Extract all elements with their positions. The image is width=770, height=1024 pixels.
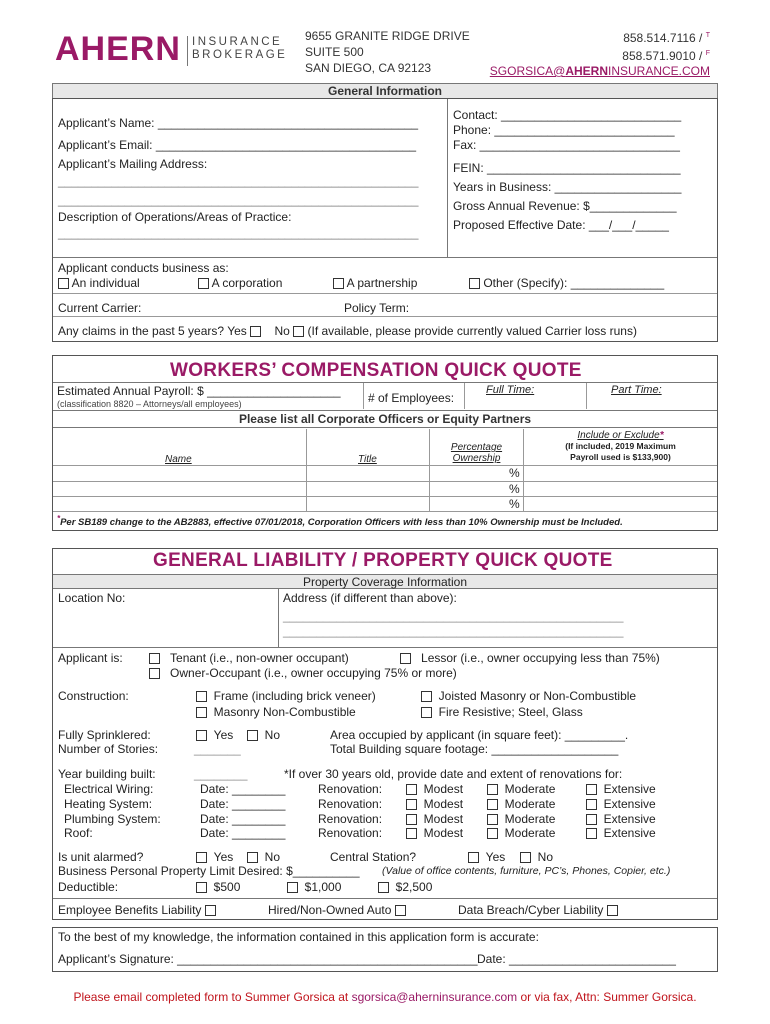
classification-note: (classification 8820 – Attorneys/all employees) xyxy=(57,399,242,409)
tbl-h2 xyxy=(53,481,717,482)
extensive-option-0[interactable] xyxy=(586,782,656,796)
address-line2: SUITE 500 xyxy=(305,45,364,59)
alarmed-no-checkbox[interactable] xyxy=(247,852,258,863)
officers-band: Please list all Corporate Officers or Equity Partners xyxy=(53,410,717,428)
extensive-option-1[interactable] xyxy=(586,797,656,811)
footer-pre: Please email completed form to Summer Gorsica at xyxy=(73,990,352,1004)
modest-label: Modest xyxy=(423,782,464,796)
deductible-500-label: $500 xyxy=(213,880,241,894)
alarmed-yes-label: Yes xyxy=(213,850,234,864)
tenant-checkbox[interactable] xyxy=(149,653,160,664)
stories-label: Number of Stories: xyxy=(58,742,159,756)
deductible-2500-checkbox[interactable] xyxy=(378,882,389,893)
central-no-label: No xyxy=(537,850,554,864)
signature-date-field[interactable]: Date: _________________________ xyxy=(477,952,676,966)
individual-checkbox[interactable] xyxy=(58,278,69,289)
bpp-field[interactable]: Business Personal Property Limit Desired: $__________ xyxy=(58,864,360,878)
system-renovation-label-2: Renovation: xyxy=(318,812,383,826)
extensive-label: Extensive xyxy=(603,812,656,826)
corporation-checkbox[interactable] xyxy=(198,278,209,289)
partnership-label: A partnership xyxy=(346,276,418,290)
central-station-label: Central Station? xyxy=(330,850,417,864)
alarmed-yes-checkbox[interactable] xyxy=(196,852,207,863)
company-contact xyxy=(490,28,710,79)
claims-label: Any claims in the past 5 years? Yes xyxy=(58,324,247,338)
claims-no-label: No xyxy=(274,324,290,338)
extensive-checkbox[interactable] xyxy=(586,814,597,825)
tbl-v1 xyxy=(306,429,307,511)
ebl-checkbox[interactable] xyxy=(205,905,216,916)
central-no-checkbox[interactable] xyxy=(520,852,531,863)
bpp-note: (Value of office contents, furniture, PC’s, Phones, Copier, etc.) xyxy=(382,865,671,877)
location-no-field[interactable]: Location No: xyxy=(58,591,126,605)
moderate-option-3[interactable] xyxy=(487,826,555,840)
employees-label: # of Employees: xyxy=(368,391,455,405)
operations-line[interactable]: ______________________________________________________ xyxy=(58,226,419,240)
email-part3: INSURANCE.COM xyxy=(607,64,710,78)
occupied-area-field[interactable]: Area occupied by applicant (in square feet): _________. xyxy=(330,728,629,742)
modest-label: Modest xyxy=(423,812,464,826)
alarmed-yes[interactable] xyxy=(196,850,233,864)
col-include-note1: (If included, 2019 Maximum xyxy=(565,441,676,451)
moderate-option-1[interactable] xyxy=(487,797,555,811)
sprinklered-label: Fully Sprinklered: xyxy=(58,728,151,742)
system-label-0: Electrical Wiring: xyxy=(64,782,154,796)
masonry-label: Masonry Non-Combustible xyxy=(213,705,356,719)
claims-no-checkbox[interactable] xyxy=(293,326,304,337)
extensive-label: Extensive xyxy=(603,797,656,811)
claims-note: (If available, please provide currently valued Carrier loss runs) xyxy=(307,324,637,338)
claims-question xyxy=(58,324,637,338)
option-corporation[interactable] xyxy=(198,276,282,290)
applicant-email-field[interactable]: Applicant’s Email: _______________________________________ xyxy=(58,138,417,152)
central-yes-checkbox[interactable] xyxy=(468,852,479,863)
full-time-field[interactable]: Full Time: xyxy=(486,384,535,396)
col-include-note2: Payroll used is $133,900) xyxy=(570,452,671,462)
system-label-2: Plumbing System: xyxy=(64,812,161,826)
fax-number: 858.571.9010 / xyxy=(622,49,703,63)
system-date-2[interactable]: Date: ________ xyxy=(200,812,286,826)
option-tenant[interactable] xyxy=(149,651,349,665)
cyber-checkbox[interactable] xyxy=(607,905,618,916)
fax-marker: F xyxy=(705,50,710,57)
col-include-label: Include or Exclude xyxy=(577,430,660,441)
system-date-3[interactable]: Date: ________ xyxy=(200,826,286,840)
email-part2: AHERN xyxy=(565,64,608,78)
joisted-checkbox[interactable] xyxy=(421,691,432,702)
phone-number: 858.514.7116 / xyxy=(623,31,703,45)
sprinklered-no-label: No xyxy=(264,728,281,742)
moderate-option-0[interactable] xyxy=(487,782,555,796)
modest-checkbox[interactable] xyxy=(406,784,417,795)
ebl-option[interactable] xyxy=(58,903,216,917)
extensive-label: Extensive xyxy=(603,782,656,796)
officer-row2-pct[interactable]: % xyxy=(509,482,520,496)
logo-divider xyxy=(187,36,188,66)
modest-option-1[interactable] xyxy=(406,797,463,811)
extensive-label: Extensive xyxy=(603,826,656,840)
col-include-header xyxy=(524,430,717,463)
part-time-field[interactable]: Part Time: xyxy=(611,384,662,396)
sprinklered-no-checkbox[interactable] xyxy=(247,730,258,741)
moderate-checkbox[interactable] xyxy=(487,784,498,795)
effective-date-field[interactable]: Proposed Effective Date: ___/___/_____ xyxy=(453,218,669,232)
deductible-1000-checkbox[interactable] xyxy=(287,882,298,893)
address-label: Address (if different than above): xyxy=(283,591,457,605)
modest-option-3[interactable] xyxy=(406,826,463,840)
owner-checkbox[interactable] xyxy=(149,668,160,679)
deductible-2500-label: $2,500 xyxy=(395,880,433,894)
moderate-checkbox[interactable] xyxy=(487,814,498,825)
hired-auto-checkbox[interactable] xyxy=(395,905,406,916)
deductible-500[interactable] xyxy=(196,880,240,894)
tbl-h3 xyxy=(53,496,717,497)
gl-rule-bottom xyxy=(53,898,717,899)
email-part1: SGORSICA@ xyxy=(489,64,566,78)
lessor-checkbox[interactable] xyxy=(400,653,411,664)
year-built-label: Year building built: xyxy=(58,767,156,781)
moderate-checkbox[interactable] xyxy=(487,799,498,810)
option-individual[interactable] xyxy=(58,276,140,290)
system-label-3: Roof: xyxy=(64,826,93,840)
claims-yes-checkbox[interactable] xyxy=(250,326,261,337)
company-address xyxy=(305,28,470,76)
corporation-label: A corporation xyxy=(211,276,283,290)
applicant-is-label: Applicant is: xyxy=(58,651,123,665)
deductible-1000-label: $1,000 xyxy=(304,880,342,894)
footer-email-link[interactable]: sgorsica@aherninsurance.com xyxy=(351,990,518,1004)
extensive-option-3[interactable] xyxy=(586,826,656,840)
partnership-checkbox[interactable] xyxy=(333,278,344,289)
address-line3: SAN DIEGO, CA 92123 xyxy=(305,61,432,75)
company-email-link[interactable] xyxy=(490,64,710,79)
system-renovation-label-3: Renovation: xyxy=(318,826,383,840)
estimated-payroll-field[interactable]: Estimated Annual Payroll: $ ____________________ xyxy=(57,384,341,398)
system-label-1: Heating System: xyxy=(64,797,153,811)
option-joisted[interactable] xyxy=(421,689,636,703)
extensive-option-2[interactable] xyxy=(586,812,656,826)
central-no[interactable] xyxy=(520,850,553,864)
moderate-label: Moderate xyxy=(504,797,556,811)
logo-subtitle-line2: BROKERAGE xyxy=(192,49,288,61)
gross-revenue-field[interactable]: Gross Annual Revenue: $_____________ xyxy=(453,199,677,213)
applicant-name-field[interactable]: Applicant’s Name: _______________________________________ xyxy=(58,116,419,130)
wc-v3 xyxy=(586,383,587,409)
modest-option-0[interactable] xyxy=(406,782,463,796)
deductible-2500[interactable] xyxy=(378,880,432,894)
stories-field[interactable]: _______ xyxy=(194,742,241,756)
property-coverage-band: Property Coverage Information xyxy=(53,574,717,589)
col-name-header: Name xyxy=(165,454,192,465)
wc-title-rule xyxy=(53,382,717,383)
moderate-label: Moderate xyxy=(504,782,556,796)
logo-subtitle xyxy=(192,36,287,62)
renovation-note: *If over 30 years old, provide date and extent of renovations for: xyxy=(284,767,623,781)
footnote-star: * xyxy=(57,514,61,523)
logo-subtitle-line1: INSURANCE xyxy=(192,36,283,48)
col-ownership-header xyxy=(430,442,523,464)
other-checkbox[interactable] xyxy=(469,278,480,289)
phone-marker: T xyxy=(705,32,710,39)
option-partnership[interactable] xyxy=(333,276,417,290)
fax-field[interactable]: Fax: ______________________________ xyxy=(453,138,680,152)
option-owner[interactable] xyxy=(149,666,457,680)
general-hrule xyxy=(53,257,717,258)
frame-label: Frame (including brick veneer) xyxy=(213,689,376,703)
extensive-checkbox[interactable] xyxy=(586,828,597,839)
wc-section-title: WORKERS’ COMPENSATION QUICK QUOTE xyxy=(170,360,582,381)
system-date-0[interactable]: Date: ________ xyxy=(200,782,286,796)
moderate-label: Moderate xyxy=(504,826,556,840)
mailing-address-line1[interactable]: ______________________________________________________ xyxy=(58,174,419,188)
modest-option-2[interactable] xyxy=(406,812,463,826)
modest-checkbox[interactable] xyxy=(406,799,417,810)
col-ownership-line1: Percentage xyxy=(450,442,503,453)
total-sqft-field[interactable]: Total Building square footage: ___________________ xyxy=(330,742,619,756)
individual-label: An individual xyxy=(71,276,140,290)
fire-resistive-checkbox[interactable] xyxy=(421,707,432,718)
frame-checkbox[interactable] xyxy=(196,691,207,702)
signature-field[interactable]: Applicant’s Signature: _____________________________________________ xyxy=(58,952,478,966)
cyber-label: Data Breach/Cyber Liability xyxy=(458,903,604,917)
wc-v2 xyxy=(464,383,465,409)
option-masonry[interactable] xyxy=(196,705,356,719)
sprinklered-no[interactable] xyxy=(247,728,280,742)
system-renovation-label-1: Renovation: xyxy=(318,797,383,811)
wc-v1 xyxy=(363,383,364,409)
hired-auto-option[interactable] xyxy=(268,903,406,917)
extensive-checkbox[interactable] xyxy=(586,799,597,810)
central-yes-label: Yes xyxy=(485,850,506,864)
sprinklered-yes-label: Yes xyxy=(213,728,234,742)
address-line2[interactable]: ___________________________________________________ xyxy=(283,624,624,638)
option-lessor[interactable] xyxy=(400,651,660,665)
deductible-label: Deductible: xyxy=(58,880,119,894)
rule-2 xyxy=(53,316,717,317)
option-fire-resistive[interactable] xyxy=(421,705,583,719)
deductible-500-checkbox[interactable] xyxy=(196,882,207,893)
construction-label: Construction: xyxy=(58,689,129,703)
sprinklered-yes[interactable] xyxy=(196,728,233,742)
masonry-checkbox[interactable] xyxy=(196,707,207,718)
gl-v1 xyxy=(278,589,279,647)
rule-1 xyxy=(53,293,717,294)
general-info-band: General Information xyxy=(52,83,718,99)
moderate-label: Moderate xyxy=(504,812,556,826)
mailing-address-line2[interactable]: ______________________________________________________ xyxy=(58,193,419,207)
col-include-star: * xyxy=(659,430,664,441)
footnote-text: Per SB189 change to the AB2883, effective 07/01/2018, Corporation Officers with less than 10% Ownership must be Included. xyxy=(60,517,623,529)
modest-label: Modest xyxy=(423,826,464,840)
business-type-label: Applicant conducts business as: xyxy=(58,261,229,275)
modest-checkbox[interactable] xyxy=(406,828,417,839)
col-title-header: Title xyxy=(358,454,377,465)
lessor-label: Lessor (i.e., owner occupying less than 75%) xyxy=(421,651,660,665)
attestation-text: To the best of my knowledge, the information contained in this application form is accurate: xyxy=(58,930,539,944)
phone-field[interactable]: Phone: ___________________________ xyxy=(453,123,675,137)
gl-section-title: GENERAL LIABILITY / PROPERTY QUICK QUOTE xyxy=(153,550,613,571)
other-label: Other (Specify): ______________ xyxy=(483,276,665,290)
cyber-option[interactable] xyxy=(458,903,618,917)
joisted-label: Joisted Masonry or Non-Combustible xyxy=(438,689,637,703)
general-divider xyxy=(447,99,448,257)
wc-footnote xyxy=(57,514,623,528)
mailing-address-label: Applicant’s Mailing Address: xyxy=(58,157,208,171)
modest-label: Modest xyxy=(423,797,464,811)
address-line1[interactable]: ___________________________________________________ xyxy=(283,609,624,623)
hired-auto-label: Hired/Non-Owned Auto xyxy=(268,903,392,917)
tbl-h4 xyxy=(53,511,717,512)
central-yes[interactable] xyxy=(468,850,505,864)
moderate-checkbox[interactable] xyxy=(487,828,498,839)
address-line1: 9655 GRANITE RIDGE DRIVE xyxy=(305,29,470,43)
alarmed-label: Is unit alarmed? xyxy=(58,850,144,864)
modest-checkbox[interactable] xyxy=(406,814,417,825)
system-renovation-label-0: Renovation: xyxy=(318,782,383,796)
officer-row3-pct[interactable]: % xyxy=(509,497,520,511)
policy-term-field[interactable]: Policy Term: xyxy=(344,301,410,315)
alarmed-no-label: No xyxy=(264,850,281,864)
officer-row1-pct[interactable]: % xyxy=(509,466,520,480)
logo-wordmark: AHERN xyxy=(55,30,181,68)
col-ownership-line2: Ownership xyxy=(452,453,501,464)
ebl-label: Employee Benefits Liability xyxy=(58,903,202,917)
years-in-business-field[interactable]: Years in Business: ___________________ xyxy=(453,180,682,194)
year-built-field[interactable]: ________ xyxy=(194,767,248,781)
footer-post: or via fax, Attn: Summer Gorsica. xyxy=(517,990,697,1004)
footer-instructions xyxy=(0,990,770,1004)
sprinklered-yes-checkbox[interactable] xyxy=(196,730,207,741)
gl-rule1 xyxy=(53,647,717,648)
deductible-1000[interactable] xyxy=(287,880,341,894)
extensive-checkbox[interactable] xyxy=(586,784,597,795)
owner-label: Owner-Occupant (i.e., owner occupying 75% or more) xyxy=(170,666,457,680)
system-date-1[interactable]: Date: ________ xyxy=(200,797,286,811)
option-other[interactable] xyxy=(469,276,664,290)
moderate-option-2[interactable] xyxy=(487,812,555,826)
tenant-label: Tenant (i.e., non-owner occupant) xyxy=(170,651,349,665)
contact-field[interactable]: Contact: ___________________________ xyxy=(453,108,682,122)
option-frame[interactable] xyxy=(196,689,376,703)
current-carrier-field[interactable]: Current Carrier: xyxy=(58,301,142,315)
operations-label: Description of Operations/Areas of Practice: xyxy=(58,210,292,224)
alarmed-no[interactable] xyxy=(247,850,280,864)
fein-field[interactable]: FEIN: _____________________________ xyxy=(453,161,681,175)
fire-resistive-label: Fire Resistive; Steel, Glass xyxy=(438,705,583,719)
tbl-h1 xyxy=(53,465,717,466)
